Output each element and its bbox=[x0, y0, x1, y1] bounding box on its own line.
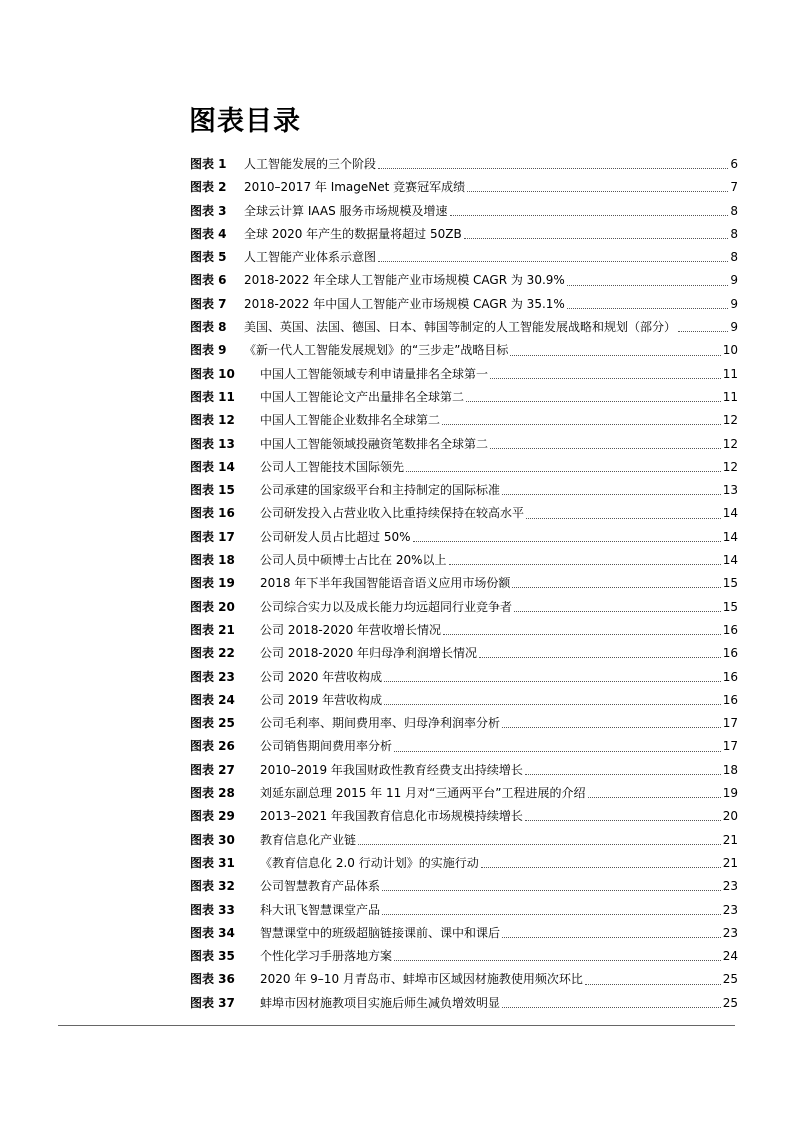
toc-entry-title[interactable]: 公司 2020 年营收构成 bbox=[260, 669, 383, 684]
toc-entry-label: 图表 31 bbox=[190, 855, 235, 870]
toc-entry-page-number[interactable]: 23 bbox=[722, 925, 738, 940]
toc-entry-page-number[interactable]: 9 bbox=[730, 296, 738, 311]
toc-entry-label: 图表 17 bbox=[190, 529, 235, 544]
toc-entry[interactable] bbox=[190, 689, 738, 712]
toc-entry-title[interactable]: 人工智能发展的三个阶段 bbox=[244, 157, 377, 171]
toc-entry-title[interactable]: 公司销售期间费用率分析 bbox=[260, 739, 393, 754]
toc-entry-title[interactable]: 中国人工智能领域专利申请量排名全球第一 bbox=[260, 366, 489, 381]
toc-dot-leader bbox=[442, 424, 721, 425]
toc-entry-title[interactable]: 公司智慧教育产品体系 bbox=[260, 879, 381, 894]
toc-entry-page-number[interactable]: 17 bbox=[722, 739, 738, 754]
toc-entry[interactable] bbox=[190, 805, 738, 828]
toc-entry-page-number[interactable]: 12 bbox=[722, 413, 738, 428]
toc-entry-page-number[interactable]: 23 bbox=[722, 902, 738, 917]
toc-entry-label: 图表 15 bbox=[190, 483, 235, 498]
toc-entry-page-number[interactable]: 21 bbox=[722, 855, 738, 870]
toc-dot-leader bbox=[490, 448, 721, 449]
toc-entry-page-number[interactable]: 14 bbox=[722, 529, 738, 544]
toc-entry-label: 图表 12 bbox=[190, 413, 235, 428]
toc-entry-page-number[interactable]: 8 bbox=[730, 226, 738, 241]
toc-entry[interactable] bbox=[190, 852, 738, 875]
toc-dot-leader bbox=[514, 611, 721, 612]
toc-entry[interactable] bbox=[190, 899, 738, 922]
toc-entry[interactable] bbox=[190, 922, 738, 945]
figure-list bbox=[190, 153, 738, 1015]
footer-divider bbox=[58, 1025, 735, 1026]
toc-entry-page-number[interactable]: 19 bbox=[722, 786, 738, 801]
toc-dot-leader bbox=[512, 587, 720, 588]
toc-entry[interactable] bbox=[190, 433, 738, 456]
toc-entry[interactable] bbox=[190, 992, 738, 1015]
toc-entry[interactable] bbox=[190, 968, 738, 991]
toc-entry[interactable] bbox=[190, 549, 738, 572]
toc-entry[interactable] bbox=[190, 502, 738, 525]
toc-entry[interactable] bbox=[190, 735, 738, 758]
toc-dot-leader bbox=[467, 191, 728, 192]
toc-entry-title[interactable]: 公司人工智能技术国际领先 bbox=[260, 459, 405, 474]
toc-entry[interactable] bbox=[190, 782, 738, 805]
toc-entry[interactable] bbox=[190, 176, 738, 199]
toc-entry[interactable] bbox=[190, 363, 738, 386]
toc-entry-title[interactable]: 科大讯飞智慧课堂产品 bbox=[260, 902, 381, 917]
toc-entry-label: 图表 14 bbox=[190, 459, 235, 474]
toc-entry-page-number[interactable]: 25 bbox=[722, 995, 738, 1010]
toc-dot-leader bbox=[406, 471, 721, 472]
toc-dot-leader bbox=[378, 261, 728, 262]
toc-entry-label: 图表 7 bbox=[190, 296, 227, 311]
toc-entry-title[interactable]: 公司承建的国家级平台和主持制定的国际标准 bbox=[260, 483, 501, 498]
toc-entry-label: 图表 10 bbox=[190, 366, 235, 381]
toc-entry-page-number[interactable]: 8 bbox=[730, 203, 738, 218]
toc-entry[interactable] bbox=[190, 572, 738, 595]
toc-dot-leader bbox=[394, 960, 721, 961]
toc-entry-page-number[interactable]: 11 bbox=[722, 389, 738, 404]
toc-dot-leader bbox=[481, 867, 721, 868]
toc-entry-label: 图表 23 bbox=[190, 669, 235, 684]
toc-entry-label: 图表 28 bbox=[190, 786, 235, 801]
toc-entry-page-number[interactable]: 13 bbox=[722, 483, 738, 498]
toc-entry-page-number[interactable]: 21 bbox=[722, 832, 738, 847]
toc-entry-title[interactable]: 公司研发人员占比超过 50% bbox=[260, 529, 411, 544]
toc-entry[interactable] bbox=[190, 829, 738, 852]
toc-entry-page-number[interactable]: 12 bbox=[722, 436, 738, 451]
toc-entry-label: 图表 26 bbox=[190, 739, 235, 754]
toc-dot-leader bbox=[502, 1007, 721, 1008]
toc-entry-page-number[interactable]: 16 bbox=[722, 669, 738, 684]
toc-entry[interactable] bbox=[190, 642, 738, 665]
toc-entry-title[interactable]: 2018-2022 年中国人工智能产业市场规模 CAGR 为 35.1% bbox=[244, 296, 565, 311]
toc-entry-label: 图表 30 bbox=[190, 832, 235, 847]
toc-dot-leader bbox=[526, 518, 721, 519]
toc-entry-label: 图表 22 bbox=[190, 646, 235, 661]
toc-entry-page-number[interactable]: 16 bbox=[722, 692, 738, 707]
toc-dot-leader bbox=[502, 727, 721, 728]
toc-dot-leader bbox=[382, 914, 721, 915]
toc-entry[interactable] bbox=[190, 153, 738, 176]
toc-dot-leader bbox=[502, 494, 721, 495]
toc-entry-title[interactable]: 2010–2019 年我国财政性教育经费支出持续增长 bbox=[260, 762, 523, 777]
toc-entry-title[interactable]: 中国人工智能论文产出量排名全球第二 bbox=[260, 389, 465, 404]
toc-entry-page-number[interactable]: 9 bbox=[730, 320, 738, 335]
toc-entry-title[interactable]: 公司 2018-2020 年营收增长情况 bbox=[260, 622, 442, 637]
toc-entry-label: 图表 4 bbox=[190, 226, 227, 241]
toc-entry-label: 图表 35 bbox=[190, 949, 235, 964]
toc-entry-title[interactable]: 公司 2019 年营收构成 bbox=[260, 692, 383, 707]
toc-entry[interactable] bbox=[190, 596, 738, 619]
toc-entry-title[interactable]: 2010–2017 年 ImageNet 竞赛冠军成绩 bbox=[244, 180, 466, 195]
toc-dot-leader bbox=[384, 704, 721, 705]
toc-entry-label: 图表 37 bbox=[190, 995, 235, 1010]
toc-dot-leader bbox=[450, 215, 729, 216]
toc-entry[interactable] bbox=[190, 945, 738, 968]
toc-entry[interactable] bbox=[190, 200, 738, 223]
toc-entry-title[interactable]: 《教育信息化 2.0 行动计划》的实施行动 bbox=[260, 855, 479, 870]
toc-entry-label: 图表 32 bbox=[190, 879, 235, 894]
toc-dot-leader bbox=[466, 401, 721, 402]
toc-entry-title[interactable]: 刘延东副总理 2015 年 11 月对“三通两平台”工程进展的介绍 bbox=[260, 786, 586, 801]
toc-entry-page-number[interactable]: 9 bbox=[730, 273, 738, 288]
toc-entry[interactable] bbox=[190, 246, 738, 269]
toc-entry-label: 图表 19 bbox=[190, 576, 235, 591]
toc-dot-leader bbox=[413, 541, 721, 542]
toc-entry[interactable] bbox=[190, 409, 738, 432]
toc-entry[interactable] bbox=[190, 386, 738, 409]
toc-entry-title[interactable]: 公司研发投入占营业收入比重持续保持在较高水平 bbox=[260, 506, 525, 521]
toc-entry-title[interactable]: 公司综合实力以及成长能力均远超同行业竞争者 bbox=[260, 599, 513, 614]
toc-entry-title[interactable]: 美国、英国、法国、德国、日本、韩国等制定的人工智能发展战略和规划（部分） bbox=[244, 320, 677, 335]
toc-dot-leader bbox=[378, 168, 728, 169]
toc-entry-label: 图表 3 bbox=[190, 203, 227, 218]
toc-entry-title[interactable]: 公司人员中硕博士占比在 20%以上 bbox=[260, 553, 447, 568]
toc-dot-leader bbox=[384, 681, 721, 682]
toc-entry-label: 图表 34 bbox=[190, 925, 235, 940]
toc-entry[interactable] bbox=[190, 526, 738, 549]
toc-entry-title[interactable]: 个性化学习手册落地方案 bbox=[260, 949, 393, 964]
toc-entry-title[interactable]: 蚌埠市因材施教项目实施后师生减负增效明显 bbox=[260, 995, 501, 1010]
toc-entry-label: 图表 36 bbox=[190, 972, 235, 987]
toc-dot-leader bbox=[443, 634, 721, 635]
toc-entry-page-number[interactable]: 18 bbox=[722, 762, 738, 777]
toc-entry[interactable] bbox=[190, 223, 738, 246]
toc-entry-label: 图表 5 bbox=[190, 250, 227, 265]
toc-dot-leader bbox=[479, 657, 721, 658]
toc-entry-page-number[interactable]: 7 bbox=[730, 180, 738, 195]
toc-entry-label: 图表 2 bbox=[190, 180, 227, 195]
toc-entry[interactable] bbox=[190, 456, 738, 479]
toc-entry-page-number[interactable]: 11 bbox=[722, 366, 738, 381]
toc-entry-label: 图表 20 bbox=[190, 599, 235, 614]
toc-entry-label: 图表 13 bbox=[190, 436, 235, 451]
toc-entry-page-number[interactable]: 23 bbox=[722, 879, 738, 894]
toc-entry-page-number[interactable]: 25 bbox=[722, 972, 738, 987]
toc-entry[interactable] bbox=[190, 666, 738, 689]
toc-entry-label: 图表 27 bbox=[190, 762, 235, 777]
toc-dot-leader bbox=[510, 355, 720, 356]
toc-entry-label: 图表 6 bbox=[190, 273, 227, 288]
toc-entry-title[interactable]: 中国人工智能企业数排名全球第二 bbox=[260, 413, 441, 428]
toc-entry[interactable] bbox=[190, 269, 738, 292]
toc-entry-page-number[interactable]: 17 bbox=[722, 716, 738, 731]
toc-entry-label: 图表 33 bbox=[190, 902, 235, 917]
toc-dot-leader bbox=[394, 751, 721, 752]
toc-entry-page-number[interactable]: 14 bbox=[722, 506, 738, 521]
toc-dot-leader bbox=[567, 308, 729, 309]
toc-entry[interactable] bbox=[190, 712, 738, 735]
toc-entry[interactable] bbox=[190, 875, 738, 898]
toc-dot-leader bbox=[678, 331, 728, 332]
toc-entry-label: 图表 25 bbox=[190, 716, 235, 731]
toc-dot-leader bbox=[502, 937, 721, 938]
toc-entry-label: 图表 9 bbox=[190, 343, 227, 358]
toc-dot-leader bbox=[449, 564, 721, 565]
toc-entry-label: 图表 8 bbox=[190, 320, 227, 335]
toc-entry-page-number[interactable]: 20 bbox=[722, 809, 738, 824]
toc-dot-leader bbox=[382, 890, 721, 891]
toc-entry-title[interactable]: 全球云计算 IAAS 服务市场规模及增速 bbox=[244, 203, 448, 218]
toc-entry-title[interactable]: 中国人工智能领域投融资笔数排名全球第二 bbox=[260, 436, 489, 451]
toc-entry-page-number[interactable]: 15 bbox=[722, 599, 738, 614]
toc-entry-label: 图表 11 bbox=[190, 389, 235, 404]
toc-entry-title[interactable]: 《新一代人工智能发展规划》的“三步走”战略目标 bbox=[244, 343, 509, 358]
toc-entry[interactable] bbox=[190, 619, 738, 642]
toc-dot-leader bbox=[358, 844, 721, 845]
toc-entry-title[interactable]: 2018-2022 年全球人工智能产业市场规模 CAGR 为 30.9% bbox=[244, 273, 565, 288]
toc-entry-label: 图表 1 bbox=[190, 157, 227, 171]
toc-dot-leader bbox=[525, 820, 721, 821]
toc-entry[interactable] bbox=[190, 316, 738, 339]
toc-dot-leader bbox=[490, 378, 721, 379]
toc-entry-page-number[interactable]: 14 bbox=[722, 553, 738, 568]
toc-entry-label: 图表 24 bbox=[190, 692, 235, 707]
toc-entry[interactable] bbox=[190, 759, 738, 782]
toc-entry-label: 图表 29 bbox=[190, 809, 235, 824]
toc-entry-title[interactable]: 公司毛利率、期间费用率、归母净利润率分析 bbox=[260, 716, 501, 731]
page-title: 图表目录 bbox=[189, 106, 301, 137]
toc-entry-title[interactable]: 公司 2018-2020 年归母净利润增长情况 bbox=[260, 646, 478, 661]
toc-entry-title[interactable]: 2020 年 9–10 月青岛市、蚌埠市区域因材施教使用频次环比 bbox=[260, 972, 583, 987]
toc-entry[interactable] bbox=[190, 479, 738, 502]
toc-entry-label: 图表 21 bbox=[190, 622, 235, 637]
toc-entry-page-number[interactable]: 16 bbox=[722, 646, 738, 661]
toc-entry-page-number[interactable]: 16 bbox=[722, 622, 738, 637]
toc-entry-page-number[interactable]: 10 bbox=[722, 343, 738, 358]
toc-entry-page-number[interactable]: 15 bbox=[722, 576, 738, 591]
toc-entry-title[interactable]: 2013–2021 年我国教育信息化市场规模持续增长 bbox=[260, 809, 523, 824]
toc-entry-page-number[interactable]: 12 bbox=[722, 459, 738, 474]
toc-entry-title[interactable]: 教育信息化产业链 bbox=[260, 832, 357, 847]
toc-entry-page-number[interactable]: 6 bbox=[730, 157, 738, 171]
toc-entry-page-number[interactable]: 8 bbox=[730, 250, 738, 265]
toc-dot-leader bbox=[585, 984, 721, 985]
toc-entry-title[interactable]: 智慧课堂中的班级超脑链接课前、课中和课后 bbox=[260, 925, 501, 940]
toc-entry-page-number[interactable]: 24 bbox=[722, 949, 738, 964]
toc-entry-title[interactable]: 人工智能产业体系示意图 bbox=[244, 250, 377, 265]
toc-entry-title[interactable]: 全球 2020 年产生的数据量将超过 50ZB bbox=[244, 226, 462, 241]
toc-dot-leader bbox=[525, 774, 721, 775]
toc-entry-label: 图表 18 bbox=[190, 553, 235, 568]
toc-entry-label: 图表 16 bbox=[190, 506, 235, 521]
toc-entry-title[interactable]: 2018 年下半年我国智能语音语义应用市场份额 bbox=[260, 576, 511, 591]
toc-entry[interactable] bbox=[190, 339, 738, 362]
toc-dot-leader bbox=[588, 797, 721, 798]
toc-dot-leader bbox=[567, 285, 729, 286]
toc-dot-leader bbox=[464, 238, 729, 239]
toc-entry[interactable] bbox=[190, 293, 738, 316]
